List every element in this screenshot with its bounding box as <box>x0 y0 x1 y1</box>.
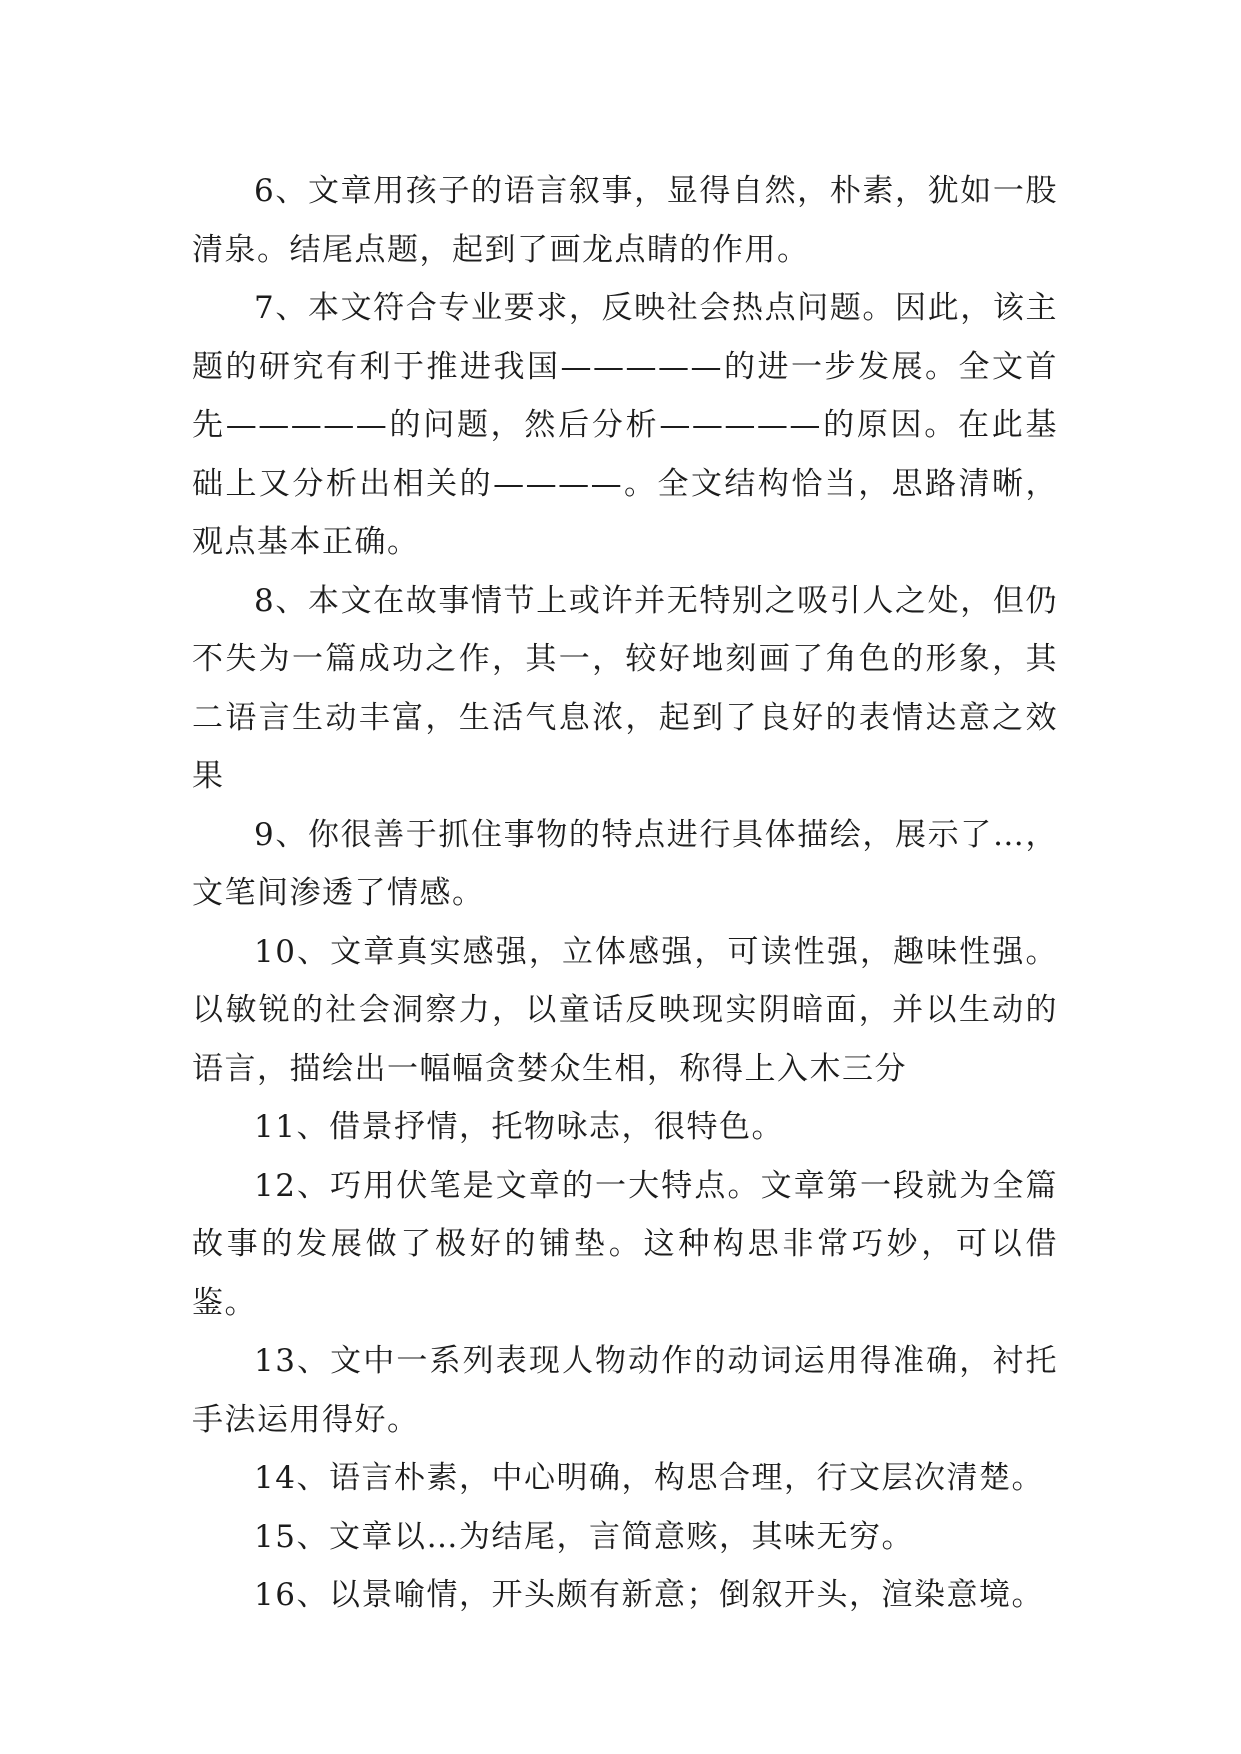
paragraph-12: 12、巧用伏笔是文章的一大特点。文章第一段就为全篇故事的发展做了极好的铺垫。这种构思非常巧妙，可以借鉴。 <box>192 1167 1058 1321</box>
paragraph-7: 7、本文符合专业要求，反映社会热点问题。因此，该主题的研究有利于推进我国—————的进一步发展。全文首先—————的问题，然后分析—————的原因。在此基础上又分析出相关的————。全文结构恰当，思路清晰，观点基本正确。 <box>192 290 1058 560</box>
paragraph-10: 10、文章真实感强，立体感强，可读性强，趣味性强。以敏锐的社会洞察力，以童话反映现实阴暗面，并以生动的语言，描绘出一幅幅贪婪众生相，称得上入木三分 <box>192 933 1058 1087</box>
paragraph-8: 8、本文在故事情节上或许并无特别之吸引人之处，但仍不失为一篇成功之作，其一，较好地刻画了角色的形象，其二语言生动丰富，生活气息浓，起到了良好的表情达意之效果 <box>192 582 1058 794</box>
document-body <box>192 162 1058 1625</box>
paragraph-15: 15、文章以…为结尾，言简意赅，其味无穷。 <box>254 1518 914 1555</box>
paragraph-13: 13、文中一系列表现人物动作的动词运用得准确，衬托手法运用得好。 <box>192 1343 1058 1438</box>
paragraph-9: 9、你很善于抓住事物的特点进行具体描绘，展示了…，文笔间渗透了情感。 <box>192 816 1058 911</box>
paragraph-14: 14、语言朴素，中心明确，构思合理，行文层次清楚。 <box>254 1460 1044 1496</box>
paragraph-16: 16、以景喻情，开头颇有新意；倒叙开头，渲染意境。 <box>254 1577 1044 1613</box>
paragraph-11: 11、借景抒情，托物咏志，很特色。 <box>254 1109 784 1145</box>
paragraph-6: 6、文章用孩子的语言叙事，显得自然，朴素，犹如一股清泉。结尾点题，起到了画龙点睛的作用。 <box>192 173 1058 268</box>
